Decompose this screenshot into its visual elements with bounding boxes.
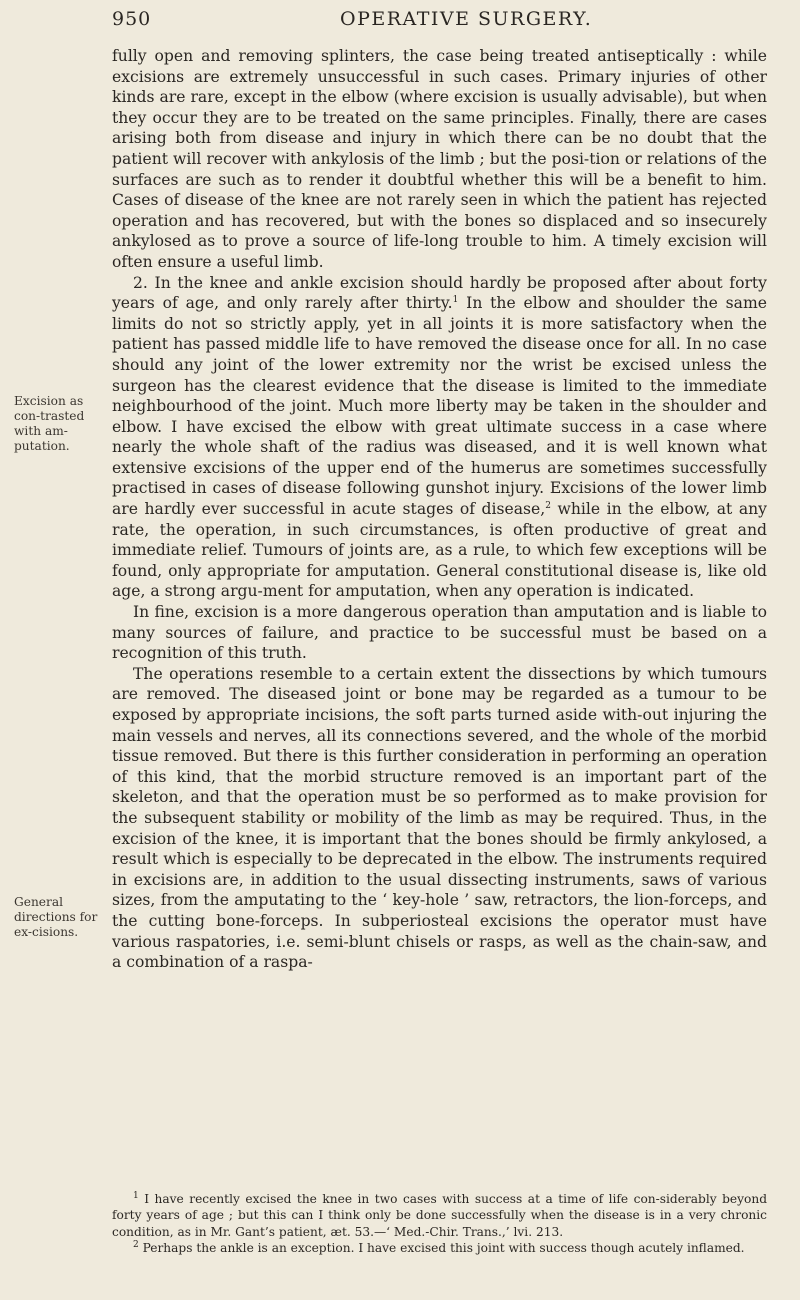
footnote-marker-1: 1: [133, 1190, 139, 1201]
page-number: 950: [112, 8, 152, 30]
running-head: [0, 8, 800, 36]
running-title: OPERATIVE SURGERY.: [340, 8, 593, 30]
footnote-1-text: I have recently excised the knee in two cases with success at a time of life con-siderably beyond forty years of age ; but this can I think only be done successfully when the disease is in a very chronic condition, as in Mr. Gant’s patient, æt. 53.—‘ Med.-Chir. Trans.,’ lvi. 213.: [112, 1192, 767, 1239]
paragraph-3: In fine, excision is a more dangerous operation than amputation and is liable to many sources of failure, and practice to be successful must be based on a recognition of this truth.: [112, 603, 767, 663]
footnote-2-text: Perhaps the ankle is an exception. I have excised this joint with success though acutely inflamed.: [142, 1241, 745, 1256]
paragraph-2-part-b: In the elbow and shoulder the same limits do not so strictly apply, yet in all joints it is more satisfactory when the patient has passed middle life to have removed the disease once for all. In no case should any joint of the lower extremity nor the wrist be excised unless the surgeon has the clearest evidence that the disease is limited to the immediate neighbourhood of the joint. Much more liberty may be taken in the shoulder and elbow. I have excised the elbow with great ultimate success in a case where nearly the whole shaft of the radius was diseased, and it is well known what extensive excisions of the upper end of the humerus are sometimes successfully practised in cases of disease following gunshot injury. Excisions of the lower limb are hardly ever successful in acute stages of disease,: [112, 294, 767, 519]
paragraph-2-part-a: 2. In the knee and ankle excision should hardly be proposed after about forty years of age, and only rarely after thirty.: [112, 273, 767, 313]
footnote-1: [112, 1191, 767, 1240]
footnotes: [112, 1191, 767, 1257]
footnote-2: [112, 1240, 767, 1256]
footnote-ref-2: 2: [545, 500, 551, 511]
paragraph-1: fully open and removing splinters, the case being treated antiseptically : while excisions are extremely unsuccessful in such cases. Primary injuries of other kinds are rare, except in the elbow (where excision is usually advisable), but when they occur they are to be treated on the same principles. Finally, there are cases arising both from disease and injury in which there can be no doubt that the patient will recover with ankylosis of the limb ; but the posi-tion or relations of the surfaces are such as to render it doubtful whether this will be a benefit to him. Cases of disease of the knee are not rarely seen in which the patient has rejected operation and has recovered, but with the bones so displaced and so insecurely ankylosed as to prove a source of life-long trouble to him. A timely excision will often ensure a useful limb.: [112, 47, 767, 271]
paragraph-4: The operations resemble to a certain extent the dissections by which tumours are removed. The diseased joint or bone may be regarded as a tumour to be exposed by appropriate incisions, the soft parts turned aside with-out injuring the main vessels and nerves, all its connections severed, and the whole of the morbid tissue removed. But there is this further consideration in performing an operation of this kind, that the morbid structure removed is an important part of the skeleton, and that the operation must be so performed as to make provision for the subsequent stability or mobility of the limb as may be required. Thus, in the excision of the knee, it is important that the bones should be firmly ankylosed, a result which is especially to be deprecated in the elbow. The instruments required in excisions are, in addition to the usual dissecting instruments, saws of various sizes, from the amputating to the ‘ key-hole ’ saw, retractors, the lion-forceps, and the cutting bone-forceps. In subperiosteal excisions the operator must have various raspatories, i.e. semi-blunt chisels or rasps, as well as the chain-saw, and a combination of a raspa-: [112, 664, 767, 972]
footnote-ref-1: 1: [452, 294, 459, 305]
sidenote-excision-vs-amputation: Excision as con-trasted with am-putation.: [14, 394, 85, 453]
body-text: [112, 46, 767, 973]
footnote-marker-2: 2: [133, 1240, 139, 1251]
paragraph-2: [112, 273, 767, 603]
paragraph-2-part-c: while in the elbow, at any rate, the operation, in such circumstances, is often productive of great and immediate relief. Tumours of joints are, as a rule, to which few exceptions will be found, only appropriate for amputation. General constitutional disease is, like old age, a strong argu-ment for amputation, when any operation is indicated.: [112, 500, 767, 601]
sidenote-general-directions: General directions for ex-cisions.: [14, 895, 98, 939]
